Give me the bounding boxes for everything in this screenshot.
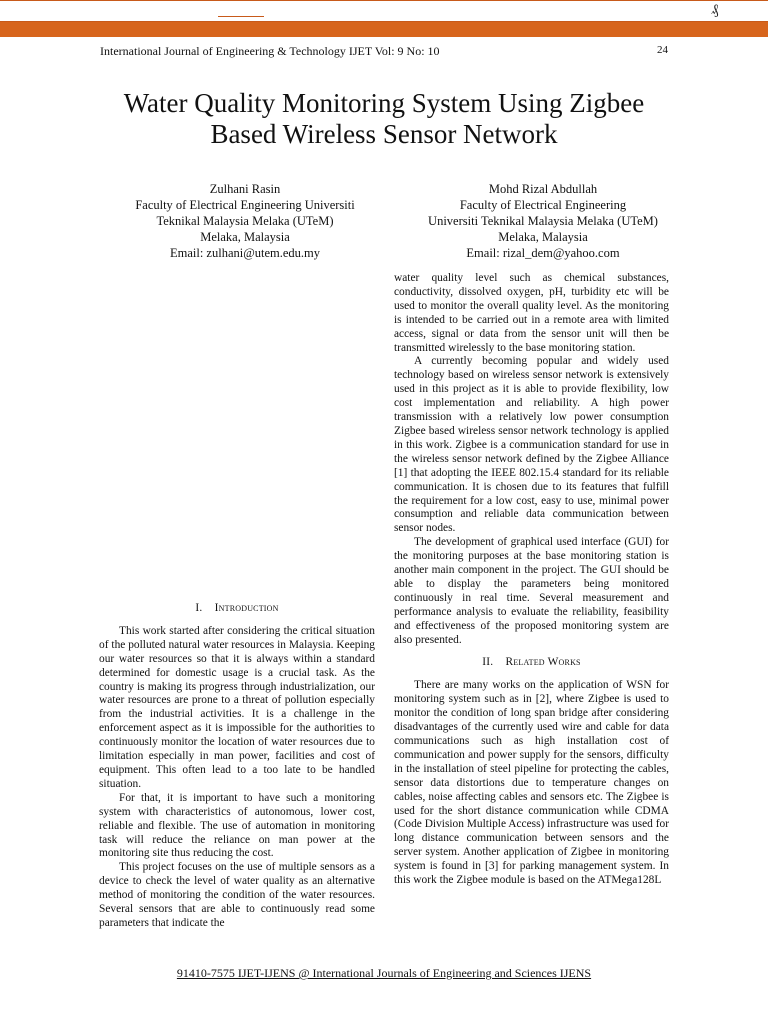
journal-logo-icon: ₰ (711, 2, 719, 18)
author-name: Mohd Rizal Abdullah (488, 182, 598, 196)
section-heading-introduction (99, 602, 375, 616)
author-location: Melaka, Malaysia (498, 230, 588, 244)
section-heading-related-works (394, 656, 669, 670)
author-block-1 (100, 181, 390, 261)
author-affiliation: Universiti Teknikal Malaysia Melaka (UTeM) (428, 214, 658, 228)
page-footer: 91410-7575 IJET-IJENS @ International Journals of Engineering and Sciences IJENS (176, 966, 592, 980)
author-location: Melaka, Malaysia (200, 230, 290, 244)
section-title: Introduction (214, 602, 279, 614)
paragraph: The development of graphical used interface (GUI) for the monitoring purposes at the base monitoring station is another main component in the project. The GUI should be able to display the parameters being monitored continuously in real time. Several measurement and performance analysis to evaluate the reliability, feasibility and effectiveness of the proposed monitoring system are also presented. (394, 536, 669, 646)
section-title: Related Works (505, 656, 581, 669)
section-number: I. (195, 602, 203, 614)
author-email: Email: rizal_dem@yahoo.com (466, 246, 620, 260)
page-number: 24 (657, 44, 668, 56)
author-affiliation: Teknikal Malaysia Melaka (UTeM) (156, 214, 334, 228)
author-block-2 (398, 181, 688, 261)
paragraph: This work started after considering the critical situation of the polluted natural water resources in Malaysia. Keeping our water resources so that it is always within a standard determined for domestic usage is a crucial task. As the country is making its progress through industrialization, our water resources are prone to a threat of pollution especially from the industrial activities. It is a challenge in the enforcement aspect as it is impossible for the authorities to continuously monitor the location of water resources due to limitation especially in man power, facilities and cost of equipment. This often lead to a too late to be handled situation. (99, 624, 375, 790)
top-bar-underline (218, 16, 264, 17)
paragraph: For that, it is important to have such a monitoring system with characteristics of autonomous, lower cost, reliable and flexible. The use of automation in monitoring task will reduce the reliance on man power at the monitoring site thus reducing the cost. (99, 791, 375, 860)
paragraph: There are many works on the application of WSN for monitoring system such as in [2], where Zigbee is used to monitor the condition of long span bridge after considering disadvantages of the currently used wire and cable for data communications such as high installation cost of communication and power supply for the sensors, difficulty in the installation of steel pipeline for protecting the cables, sensor data distortions due to temperature changes on cables, noise affecting cables and sensors etc. The Zigbee is used for the short distance communication while CDMA (Code Division Multiple Access) infrastructure was used for long distance communication between sensors and the server system. Another application of Zigbee in monitoring system is found in [3] for parking management system. In this work the Zigbee module is based on the ATMega128L (394, 679, 669, 887)
paragraph-continuation: water quality level such as chemical substances, conductivity, dissolved oxygen, pH, turbidity etc will be used to monitor the overall quality level. As the monitoring is intended to be carried out in a remote area with limited access, signal or data from the sensor unit will then be transmitted wirelessly to the base monitoring station. (394, 272, 669, 354)
right-column (394, 272, 669, 888)
top-bar (0, 0, 768, 22)
journal-header: International Journal of Engineering & Technology IJET Vol: 9 No: 10 (100, 44, 440, 58)
paper-title (0, 88, 768, 150)
section-number: II. (482, 656, 494, 669)
title-line-2: Based Wireless Sensor Network (210, 119, 558, 149)
paragraph: A currently becoming popular and widely used technology based on wireless sensor network is extensively used in this project as it is able to provide flexibility, low cost implementation and reliability. A high power transmission with a relatively low power consumption Zigbee based wireless sensor network technology is applied in this work. Zigbee is a communication standard for use in the wireless sensor network defined by the Zigbee Alliance [1] that adopting the IEEE 802.15.4 standard for its reliable communication. It is chosen due to its features that fulfill the requirement for a low cost, easy to use, minimal power consumption and reliable data communication between sensor nodes. (394, 355, 669, 535)
author-affiliation: Faculty of Electrical Engineering (459, 198, 627, 212)
paragraph: This project focuses on the use of multiple sensors as a device to check the level of water quality as an alternative method of monitoring the condition of the water resources. Several sensors that are able to continuously read some parameters that indicate the (99, 861, 375, 929)
orange-band (0, 22, 768, 37)
author-email: Email: zulhani@utem.edu.my (169, 246, 321, 260)
author-affiliation: Faculty of Electrical Engineering Universiti (135, 198, 355, 212)
left-column (99, 602, 375, 931)
author-name: Zulhani Rasin (209, 182, 281, 196)
title-line-1: Water Quality Monitoring System Using Zigbee (123, 88, 645, 118)
